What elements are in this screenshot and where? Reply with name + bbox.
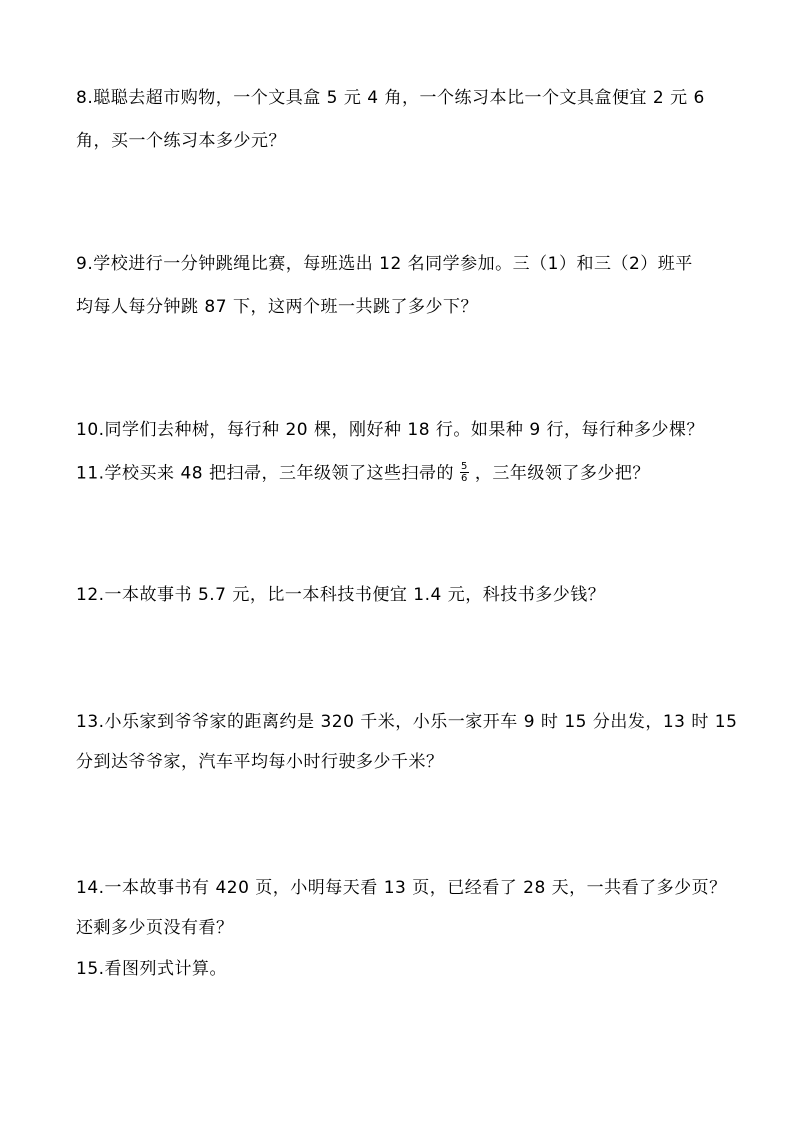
problem-11-text-before: 11.学校买来 48 把扫帚，三年级领了这些扫帚的 xyxy=(76,463,454,484)
problem-13-line-1: 13.小乐家到爷爷家的距离约是 320 千米，小乐一家开车 9 时 15 分出发，13 时 15 xyxy=(76,712,738,732)
problem-11-text-after: ，三年级领了多少把？ xyxy=(474,463,650,484)
problem-14-line-1: 14.一本故事书有 420 页，小明每天看 13 页，已经看了 28 天，一共看了多少页？ xyxy=(76,878,727,898)
fraction-numerator: 5 xyxy=(460,461,468,472)
problem-11-line-1 xyxy=(76,462,650,485)
problem-12-line-1: 12.一本故事书 5.7 元，比一本科技书便宜 1.4 元，科技书多少钱？ xyxy=(76,585,606,605)
problem-14-line-2: 还剩多少页没有看？ xyxy=(76,918,234,938)
problem-9-line-2: 均每人每分钟跳 87 下，这两个班一共跳了多少下？ xyxy=(76,297,478,317)
problem-13-line-2: 分到达爷爷家，汽车平均每小时行驶多少千米？ xyxy=(76,752,444,772)
problem-8-line-2: 角，买一个练习本多少元？ xyxy=(76,131,286,151)
problem-15-line-1: 15.看图列式计算。 xyxy=(76,959,228,979)
problem-9-line-1: 9.学校进行一分钟跳绳比赛，每班选出 12 名同学参加。三（1）和三（2）班平 xyxy=(76,254,693,274)
problem-8-line-1: 8.聪聪去超市购物，一个文具盒 5 元 4 角，一个练习本比一个文具盒便宜 2 元 6 xyxy=(76,88,705,108)
fraction-denominator: 6 xyxy=(460,473,468,484)
fraction-five-sixths xyxy=(460,461,469,484)
problem-10-line-1: 10.同学们去种树，每行种 20 棵，刚好种 18 行。如果种 9 行，每行种多少棵？ xyxy=(76,420,705,440)
